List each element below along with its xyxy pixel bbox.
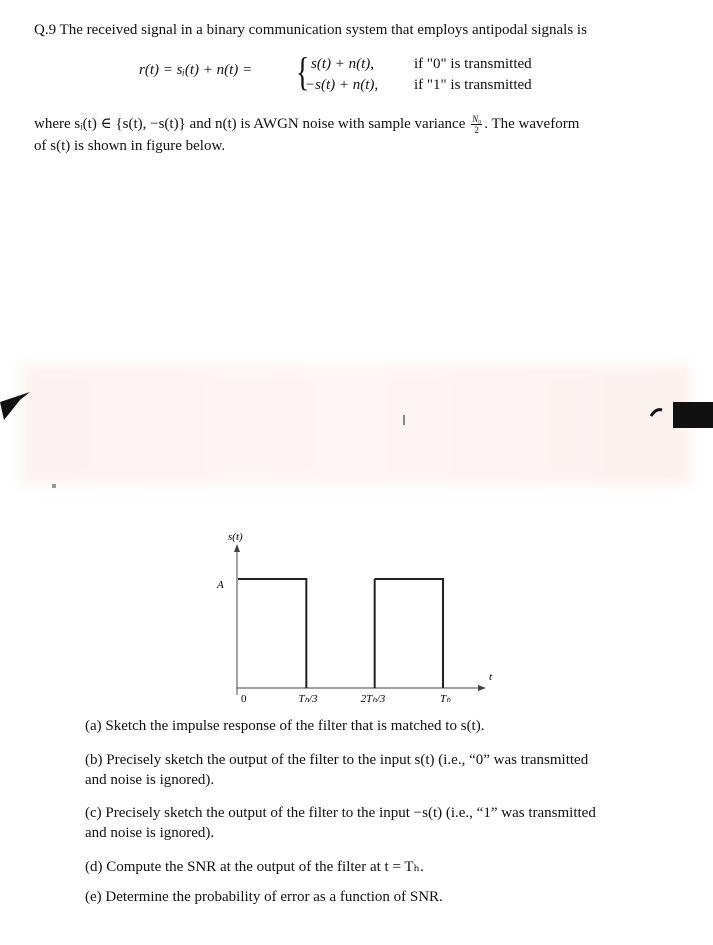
equation-lhs: r(t) = sᵢ(t) + n(t) = [139,62,253,78]
scan-mark-bottom [52,484,56,488]
tick-label-group [241,693,451,705]
y-axis-label: s(t) [228,531,243,543]
amplitude-label: A [217,579,224,591]
case1-condition: if "0" is transmitted [414,56,532,72]
fraction-denominator: 2 [474,125,479,136]
where-text: where sᵢ(t) ∈ {s(t), −s(t)} and n(t) is AWGN noise with sample variance [34,116,466,132]
fraction-numerator: N₀ [472,114,482,125]
part-a: (a) Sketch the impulse response of the filter that is matched to s(t). [85,718,485,734]
part-c-line1: (c) Precisely sketch the output of the filter to the input −s(t) (i.e., “1” was transmitted [85,805,596,821]
scan-mark-tick [650,408,664,420]
case-brace: { [295,49,310,94]
pulse-1 [238,579,306,688]
part-e: (e) Determine the probability of error as a function of SNR. [85,889,443,905]
x-axis-arrow [478,685,486,691]
tick-label-2: 2Tₕ/3 [360,693,386,705]
scan-smudge [20,365,690,485]
scan-mark-right [673,402,713,428]
y-axis-arrow [234,544,240,552]
case1-expression: s(t) + n(t), [311,56,375,72]
question-title: Q.9 The received signal in a binary communication system that employs antipodal signals is [34,22,587,38]
case2-expression: −s(t) + n(t), [305,77,379,93]
tick-label-0: 0 [241,693,247,705]
noise-variance-fraction [471,114,482,135]
part-b-line2: and noise is ignored). [85,772,215,788]
pulse-2 [375,579,443,688]
scan-mark-mid [403,415,405,425]
part-b-line1: (b) Precisely sketch the output of the filter to the input s(t) (i.e., “0” was transmitted [85,752,589,768]
part-d: (d) Compute the SNR at the output of the filter at t = Tₕ. [85,859,424,875]
x-axis-label: t [489,671,493,683]
tick-label-3: Tₕ [440,693,451,705]
pulse-group [238,579,443,688]
where-line [34,114,579,135]
figure-intro-line: of s(t) is shown in figure below. [34,138,226,154]
where-text-end: . The waveform [484,116,580,132]
tick-label-1: Tₕ/3 [298,693,318,705]
waveform-figure [200,520,510,710]
part-c-line2: and noise is ignored). [85,825,215,841]
case2-condition: if "1" is transmitted [414,77,532,93]
scan-mark-left [0,392,36,422]
